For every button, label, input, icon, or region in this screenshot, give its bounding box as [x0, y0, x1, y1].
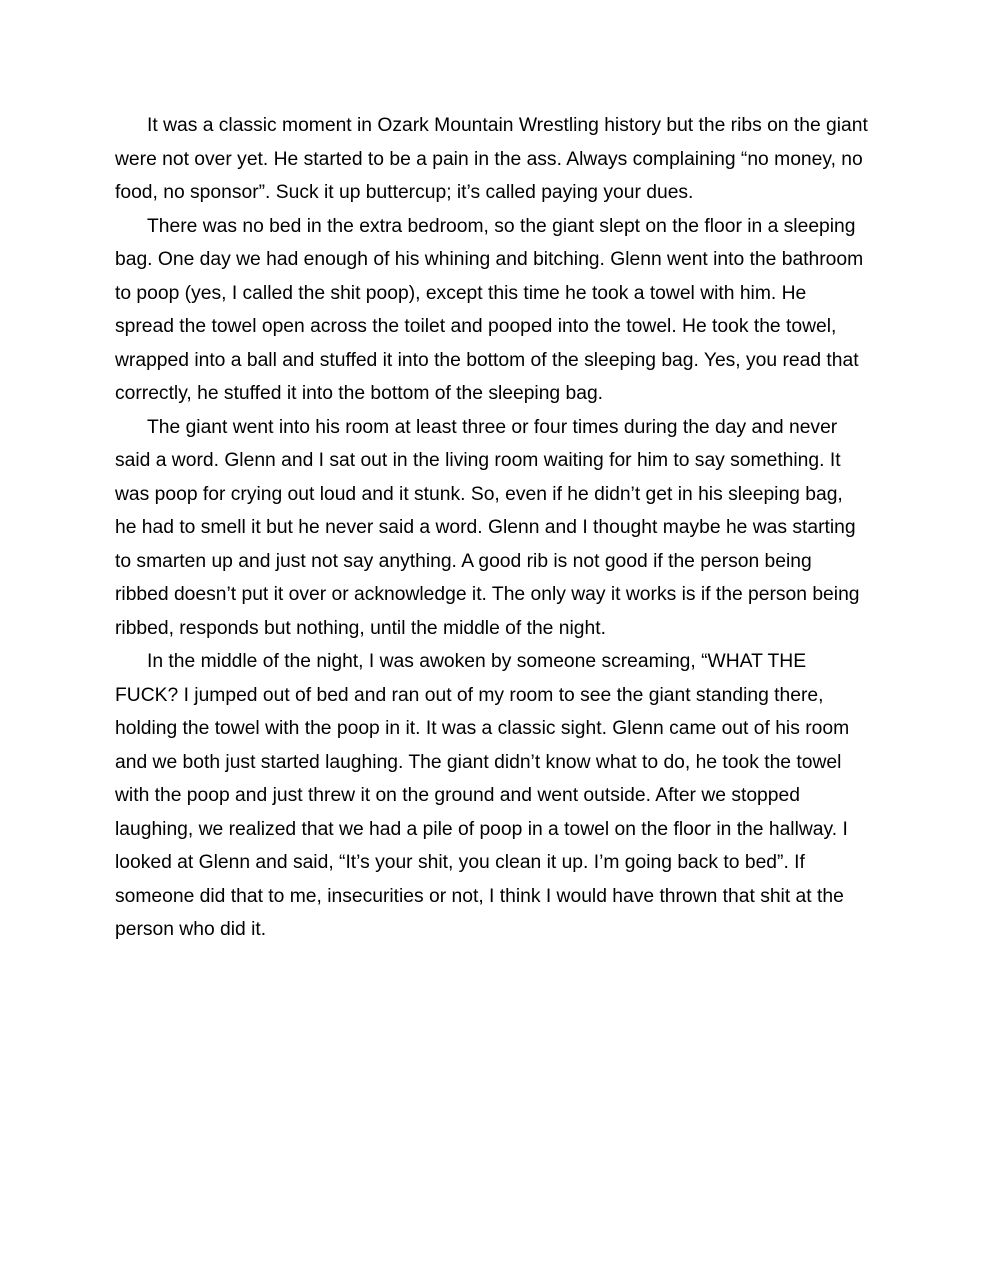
text-line: ribbed, responds but nothing, until the middle of the night. — [115, 617, 606, 639]
text-line: FUCK? I jumped out of bed and ran out of my room to see the giant standing there, — [115, 684, 824, 706]
text-line: spread the towel open across the toilet and pooped into the towel. He took the towel, — [115, 316, 837, 337]
text-line: bag. One day we had enough of his whining and bitching. Glenn went into the bathroom — [115, 249, 864, 270]
text-line: laughing, we realized that we had a pile of poop in a towel on the floor in the hallway. I — [115, 818, 848, 840]
text-line: was poop for crying out loud and it stunk. So, even if he didn’t get in his sleeping bag, — [115, 483, 843, 505]
text-line: he had to smell it but he never said a word. Glenn and I thought maybe he was starting — [115, 517, 856, 538]
text-line: and we both just started laughing. The giant didn’t know what to do, he took the towel — [115, 751, 842, 773]
paragraph — [115, 109, 879, 210]
text-line: wrapped into a ball and stuffed it into the bottom of the sleeping bag. Yes, you read that — [115, 349, 859, 371]
text-line: to poop (yes, I called the shit poop), except this time he took a towel with him. He — [115, 282, 807, 304]
text-line: looked at Glenn and said, “It’s your shit, you clean it up. I’m going back to bed”. If — [115, 852, 805, 873]
text-line: holding the towel with the poop in it. It was a classic sight. Glenn came out of his room — [115, 718, 850, 739]
text-line: There was no bed in the extra bedroom, so the giant slept on the floor in a sleeping — [147, 215, 856, 237]
paragraph — [115, 210, 879, 411]
text-line: ribbed doesn’t put it over or acknowledge it. The only way it works is if the person being — [115, 584, 860, 605]
text-line: someone did that to me, insecurities or not, I think I would have thrown that shit at the — [115, 885, 844, 907]
text-line: The giant went into his room at least three or four times during the day and never — [147, 416, 838, 438]
page-text — [115, 109, 879, 947]
text-line: In the middle of the night, I was awoken by someone screaming, “WHAT THE — [147, 651, 807, 672]
text-line: food, no sponsor”. Suck it up buttercup; it’s called paying your dues. — [115, 182, 694, 203]
text-line: correctly, he stuffed it into the bottom of the sleeping bag. — [115, 383, 604, 404]
text-line: person who did it. — [115, 919, 267, 940]
paragraph — [115, 411, 879, 646]
text-line: It was a classic moment in Ozark Mountain Wrestling history but the ribs on the giant — [147, 115, 868, 136]
text-line: to smarten up and just not say anything. A good rib is not good if the person being — [115, 550, 812, 572]
text-line: said a word. Glenn and I sat out in the living room waiting for him to say something. It — [115, 450, 841, 471]
text-line: were not over yet. He started to be a pain in the ass. Always complaining “no money, no — [115, 148, 863, 170]
text-line: with the poop and just threw it on the ground and went outside. After we stopped — [115, 785, 800, 806]
paragraph — [115, 645, 879, 947]
